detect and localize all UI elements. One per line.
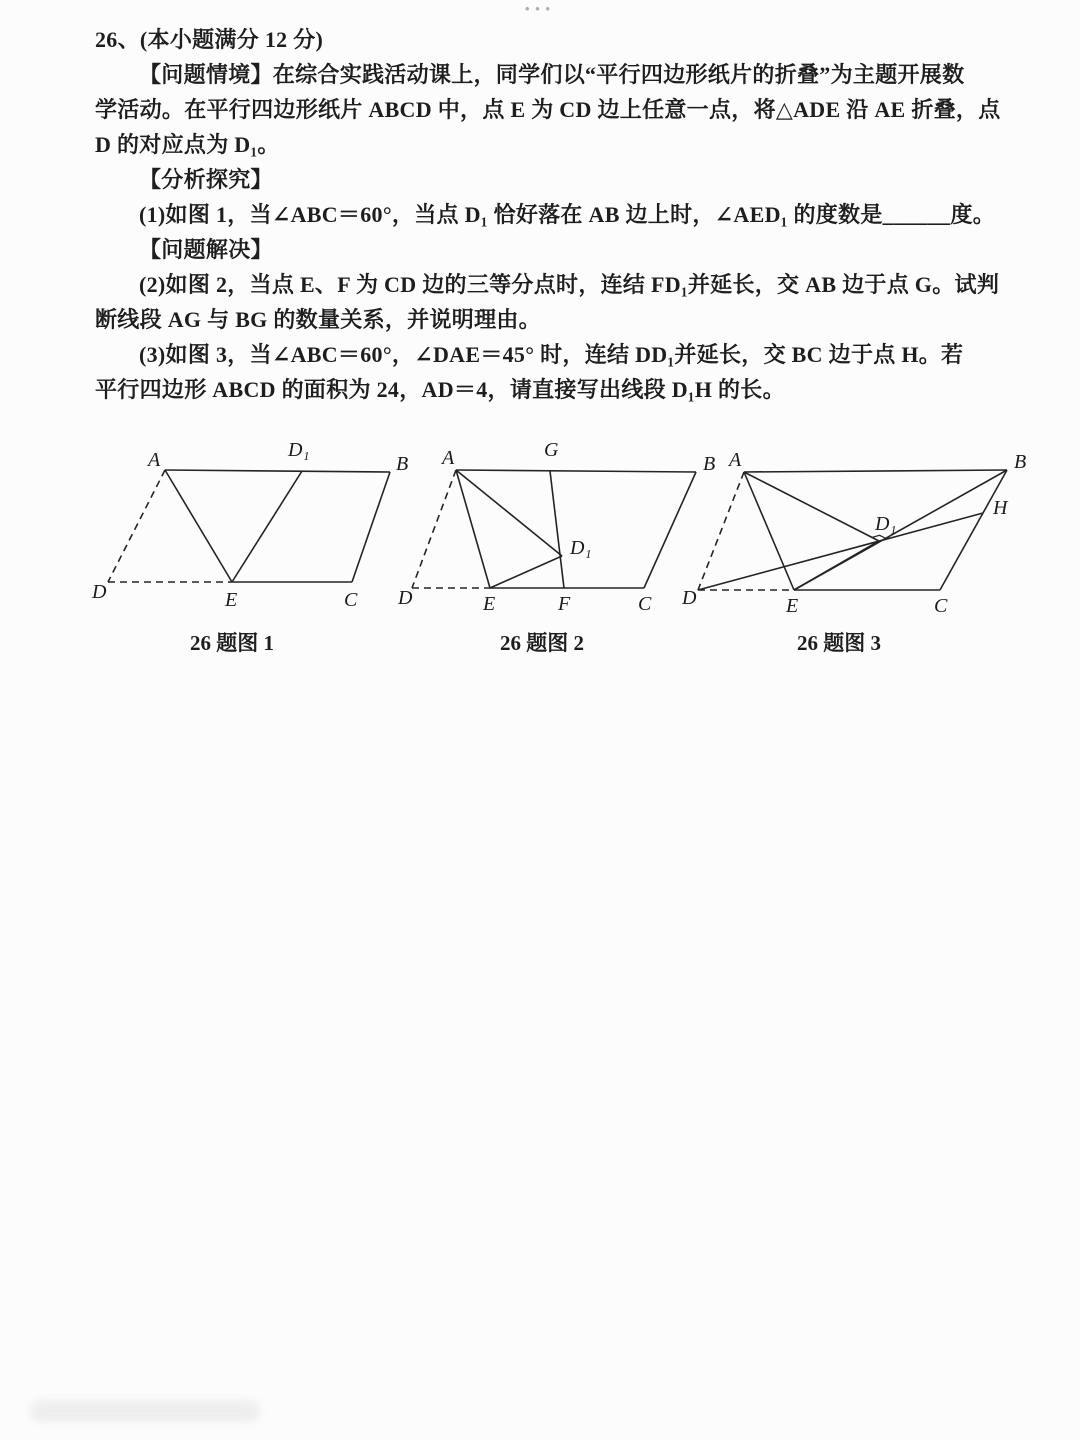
figure-1-diagram bbox=[90, 440, 415, 625]
figure-2-caption: 26 题图 2 bbox=[500, 631, 584, 655]
vertex-label-C: C bbox=[934, 595, 948, 617]
problem-line: D 的对应点为 D₁。 bbox=[95, 132, 280, 157]
problem-line: 学活动。在平行四边形纸片 ABCD 中，点 E 为 CD 边上任意一点，将△ADE 沿 AE 折叠，点 bbox=[95, 97, 1001, 122]
figure-3 bbox=[682, 440, 1032, 657]
vertex-label-D1: D₁ bbox=[288, 440, 310, 461]
problem-line: 断线段 AG 与 BG 的数量关系，并说明理由。 bbox=[95, 307, 541, 332]
vertex-label-D: D bbox=[92, 581, 107, 603]
page-indicator-dots: ••• bbox=[524, 2, 556, 18]
vertex-label-E: E bbox=[225, 589, 238, 611]
problem-text bbox=[95, 22, 1013, 407]
figures-row bbox=[0, 440, 1080, 680]
vertex-label-E: E bbox=[483, 593, 496, 615]
problem-line: 【问题解决】 bbox=[139, 237, 273, 262]
scan-artifact bbox=[30, 1400, 260, 1422]
figure-2 bbox=[398, 440, 723, 657]
problem-line: 26、(本小题满分 12 分) bbox=[95, 27, 324, 52]
vertex-label-A: A bbox=[148, 449, 161, 471]
vertex-label-B: B bbox=[1014, 451, 1027, 473]
problem-line: 平行四边形 ABCD 的面积为 24，AD＝4，请直接写出线段 D₁H 的长。 bbox=[95, 377, 785, 402]
problem-line: (1)如图 1，当∠ABC＝60°，当点 D₁ 恰好落在 AB 边上时，∠AED₁ 的度数是______度。 bbox=[139, 202, 996, 227]
vertex-label-B: B bbox=[396, 453, 409, 475]
vertex-label-D: D bbox=[682, 587, 697, 609]
vertex-label-A: A bbox=[729, 449, 742, 471]
problem-line: (3)如图 3，当∠ABC＝60°，∠DAE＝45° 时，连结 DD₁并延长，交 BC 边于点 H。若 bbox=[139, 342, 964, 367]
problem-line: 【分析探究】 bbox=[139, 167, 273, 192]
figure-3-diagram bbox=[682, 440, 1032, 625]
figure-1 bbox=[90, 440, 415, 657]
vertex-label-D1: D₁ bbox=[570, 537, 592, 559]
problem-line: (2)如图 2，当点 E、F 为 CD 边的三等分点时，连结 FD₁并延长，交 AB 边于点 G。试判 bbox=[139, 272, 1000, 297]
figure-2-diagram bbox=[398, 440, 723, 625]
vertex-label-C: C bbox=[344, 589, 358, 611]
vertex-label-A: A bbox=[442, 447, 455, 469]
vertex-label-F: F bbox=[558, 593, 571, 615]
figure-3-caption: 26 题图 3 bbox=[797, 631, 881, 655]
figure-1-caption: 26 题图 1 bbox=[190, 631, 274, 655]
vertex-label-E: E bbox=[786, 595, 799, 617]
vertex-label-C: C bbox=[638, 593, 652, 615]
vertex-label-G: G bbox=[544, 440, 559, 461]
problem-line: 【问题情境】在综合实践活动课上，同学们以“平行四边形纸片的折叠”为主题开展数 bbox=[139, 62, 965, 87]
vertex-label-H: H bbox=[993, 497, 1008, 519]
vertex-label-D1: D₁ bbox=[875, 513, 897, 535]
vertex-label-B: B bbox=[703, 453, 716, 475]
vertex-label-D: D bbox=[398, 587, 413, 609]
